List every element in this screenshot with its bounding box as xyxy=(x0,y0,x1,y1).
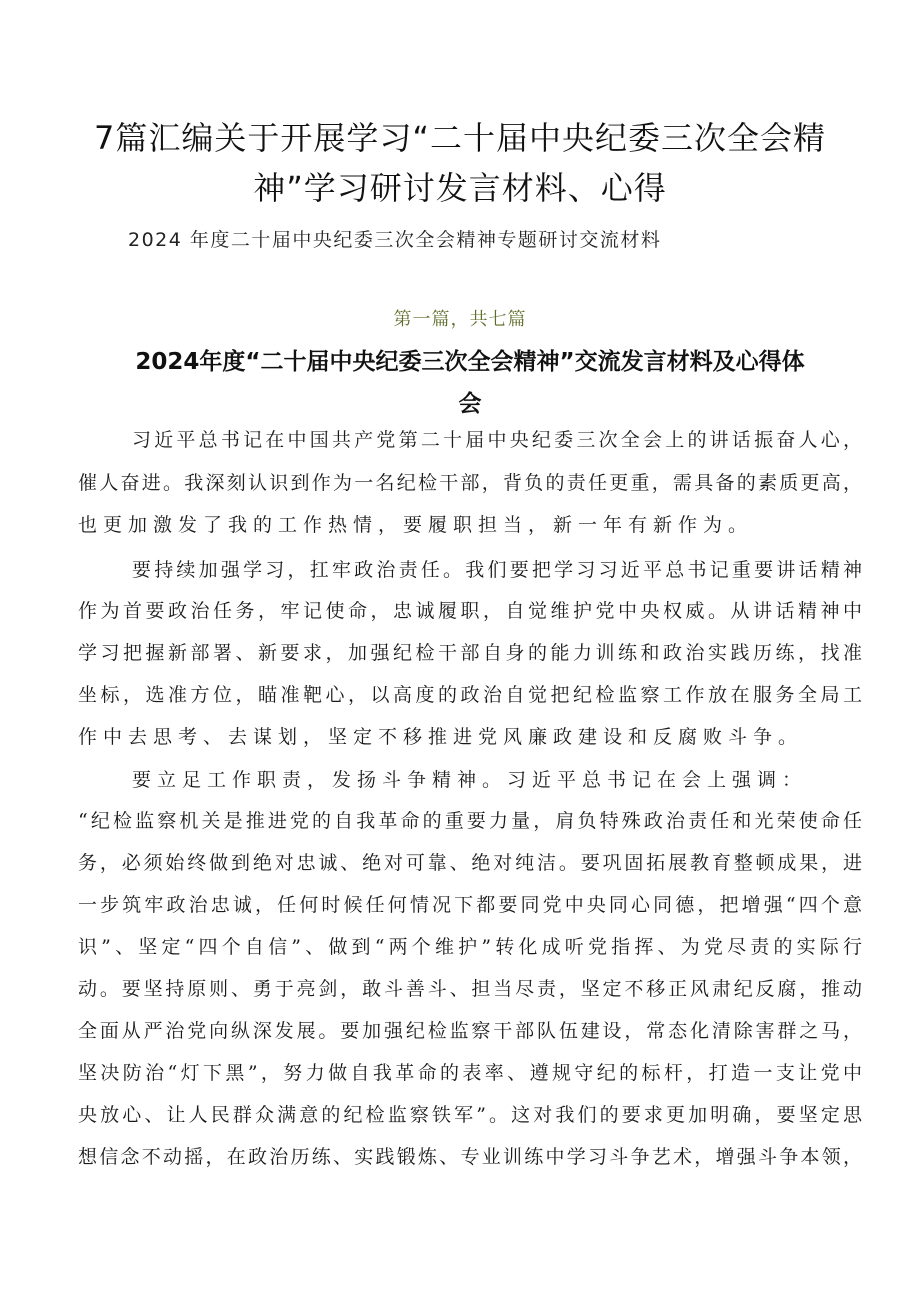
body-line: 催人奋进。我深刻认识到作为一名纪检干部，背负的责任更重，需具备的素质更高， xyxy=(78,472,865,494)
body-line: “纪检监察机关是推进党的自我革命的重要力量，肩负特殊政治责任和光荣使命任 xyxy=(78,810,866,832)
body-line: 学习把握新部署、新要求，加强纪检干部自身的能力训练和政治实践历练，找准 xyxy=(78,642,866,664)
section-label: 第一篇，共七篇 xyxy=(393,309,527,330)
body-line: 一步筑牢政治忠诚，任何时候任何情况下都要同党中央同心同德，把增强“四个意 xyxy=(78,894,866,916)
body-line: 识”、坚定“四个自信”、做到“两个维护”转化成听党指挥、为党尽责的实际行 xyxy=(78,936,867,958)
body-line: 作中去思考、去谋划，坚定不移推进党风廉政建设和反腐败斗争。 xyxy=(78,726,804,748)
body-line: 要立足工作职责，发扬斗争精神。习近平总书记在会上强调： xyxy=(132,769,808,791)
body-line: 想信念不动摇，在政治历练、实践锻炼、专业训练中学习斗争艺术，增强斗争本领， xyxy=(78,1146,865,1168)
body-line: 要持续加强学习，扛牢政治责任。我们要把学习习近平总书记重要讲话精神 xyxy=(132,559,866,581)
document-title-line-2: 神”学习研讨发言材料、心得 xyxy=(253,169,667,207)
article-title-line-2: 会 xyxy=(458,391,482,417)
body-line: 务，必须始终做到绝对忠诚、绝对可靠、绝对纯洁。要巩固拓展教育整顿成果，进 xyxy=(78,852,865,874)
body-line: 也更加激发了我的工作热情，要履职担当，新一年有新作为。 xyxy=(78,514,754,536)
body-line: 央放心、让人民群众满意的纪检监察铁军”。这对我们的要求更加明确，要坚定思 xyxy=(78,1104,866,1126)
article-title-line-1: 2024年度“二十届中央纪委三次全会精神”交流发言材料及心得体 xyxy=(135,349,805,375)
body-line: 坐标，选准方位，瞄准靶心，以高度的政治自觉把纪检监察工作放在服务全局工 xyxy=(78,684,866,706)
document-title-line-1: 7篇汇编关于开展学习“二十届中央纪委三次全会精 xyxy=(94,119,826,157)
body-line: 作为首要政治任务，牢记使命，忠诚履职，自觉维护党中央权威。从讲话精神中 xyxy=(78,600,866,622)
document-subtitle: 2024 年度二十届中央纪委三次全会精神专题研讨交流材料 xyxy=(128,229,662,251)
body-line: 坚决防治“灯下黑”，努力做自我革命的表率、遵规守纪的标杆，打造一支让党中 xyxy=(78,1062,866,1084)
body-line: 动。要坚持原则、勇于亮剑，敢斗善斗、担当尽责，坚定不移正风肃纪反腐，推动 xyxy=(78,978,865,1000)
body-line: 习近平总书记在中国共产党第二十届中央纪委三次全会上的讲话振奋人心， xyxy=(132,429,866,451)
body-line: 全面从严治党向纵深发展。要加强纪检监察干部队伍建设，常态化清除害群之马， xyxy=(78,1020,865,1042)
